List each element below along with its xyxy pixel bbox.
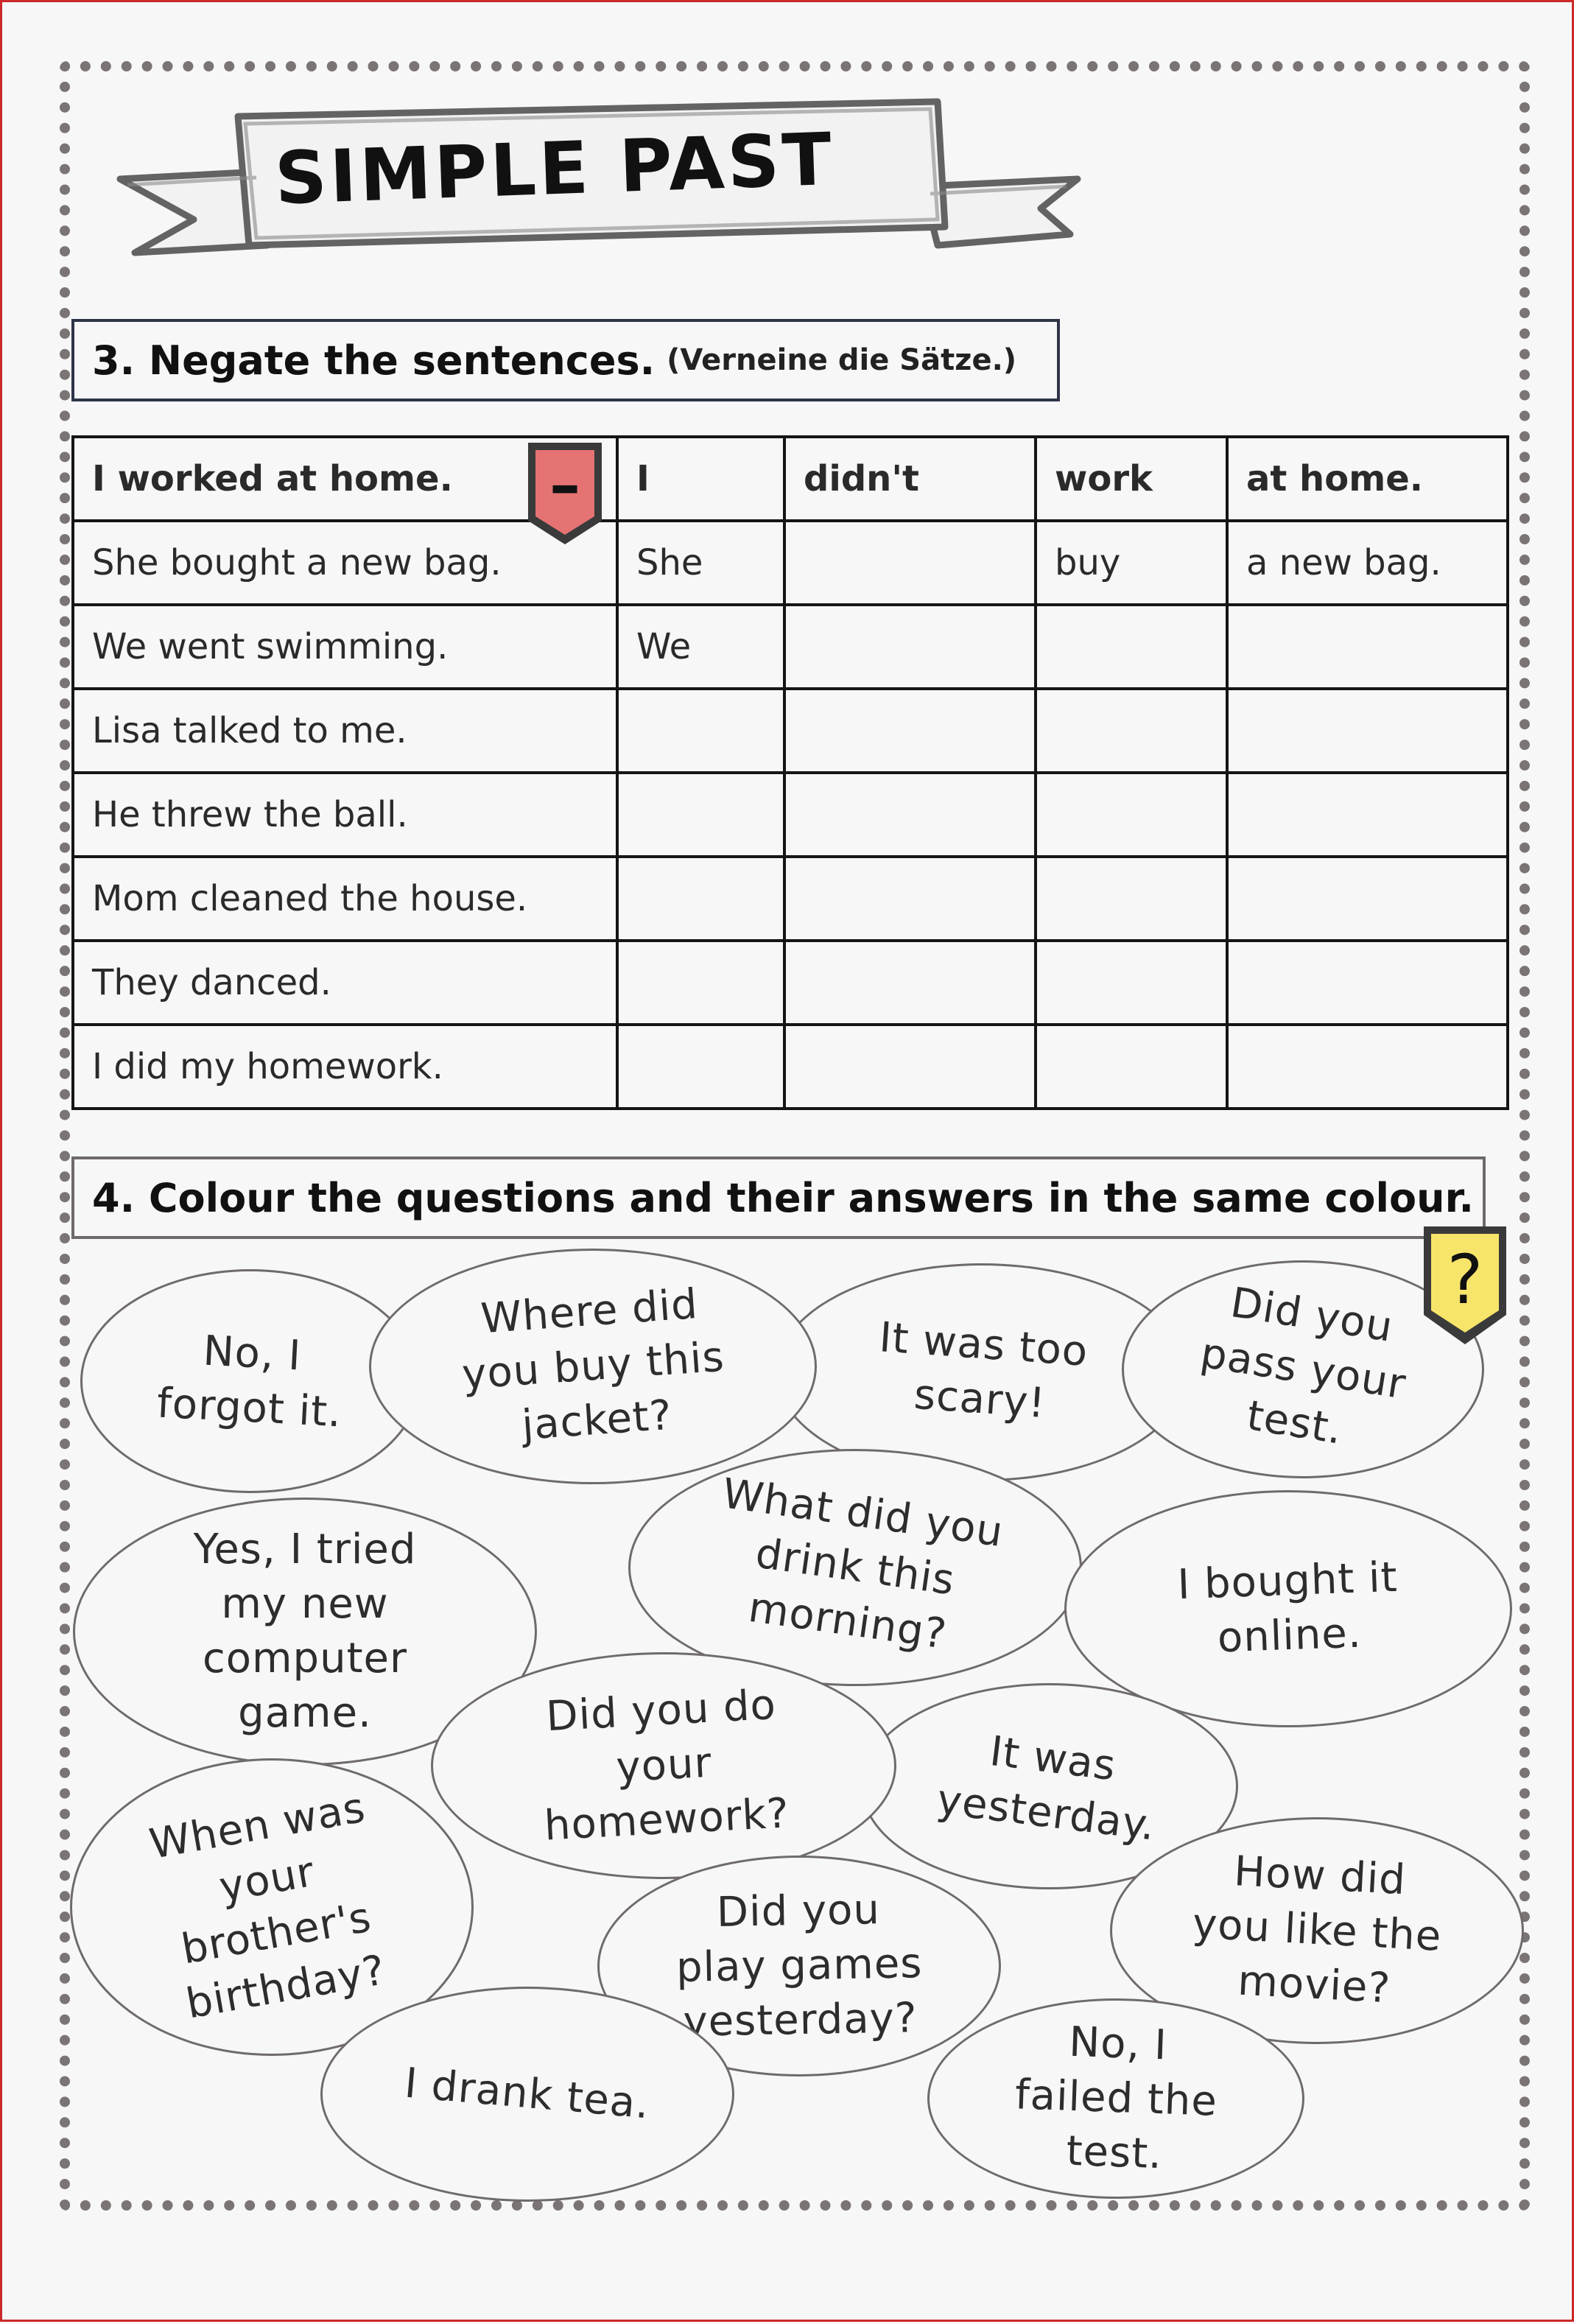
negation-cell[interactable]: didn't bbox=[784, 437, 1036, 521]
original-sentence-cell: They danced. bbox=[73, 941, 617, 1025]
rest-cell[interactable]: at home. bbox=[1227, 437, 1508, 521]
bubble-text: How did you like the movie? bbox=[1191, 1847, 1443, 2013]
bubble-text: What did you drink this morning? bbox=[719, 1470, 1007, 1659]
subject-cell[interactable]: She bbox=[617, 521, 784, 605]
original-sentence-cell: Lisa talked to me. bbox=[73, 689, 617, 773]
original-sentence-cell: Mom cleaned the house. bbox=[73, 857, 617, 941]
section-3-subheading: (Verneine die Sätze.) bbox=[667, 343, 1017, 377]
original-sentence-cell: We went swimming. bbox=[73, 605, 617, 689]
bubble-text: Where did you buy this jacket? bbox=[460, 1280, 726, 1450]
bubble-text: Did you pass your test. bbox=[1197, 1279, 1409, 1454]
original-sentence-cell: I worked at home. bbox=[73, 437, 617, 521]
bubble-text: It was too scary! bbox=[877, 1313, 1090, 1428]
bubble-answer[interactable] bbox=[80, 1269, 421, 1493]
bubble-text: Did you do your homework? bbox=[542, 1681, 790, 1850]
bubble-area bbox=[2, 2, 1574, 2324]
subject-cell[interactable]: I bbox=[617, 437, 784, 521]
bubble-answer[interactable] bbox=[1064, 1490, 1512, 1727]
rest-cell[interactable]: a new bag. bbox=[1227, 521, 1508, 605]
bubble-text: Yes, I tried my new computer game. bbox=[193, 1526, 417, 1737]
original-sentence-cell: She bought a new bag. bbox=[73, 521, 617, 605]
section-3-heading: 3. Negate the sentences. bbox=[92, 337, 656, 384]
bubble-question[interactable] bbox=[628, 1449, 1082, 1686]
bubble-text: No, I forgot it. bbox=[155, 1327, 343, 1437]
bubble-text: I bought it online. bbox=[1176, 1553, 1399, 1663]
page-title: SIMPLE PAST bbox=[273, 117, 836, 222]
question-bookmark-icon bbox=[1419, 1222, 1511, 1349]
bubble-text: When was your brother's birthday? bbox=[146, 1783, 390, 2029]
section-4-heading: 4. Colour the questions and their answers in the same colour. bbox=[92, 1174, 1475, 1221]
original-sentence-cell: He threw the ball. bbox=[73, 773, 617, 857]
bubble-answer[interactable] bbox=[320, 1987, 734, 2202]
bubble-text: It was yesterday. bbox=[934, 1727, 1159, 1850]
bubble-question[interactable] bbox=[369, 1249, 817, 1484]
bubble-question[interactable] bbox=[431, 1652, 896, 1879]
subject-cell[interactable]: We bbox=[617, 605, 784, 689]
question-tag-label: ? bbox=[1447, 1240, 1483, 1319]
bubble-answer[interactable] bbox=[927, 1998, 1304, 2199]
bubble-text: I drank tea. bbox=[403, 2059, 652, 2129]
verb-cell[interactable]: buy bbox=[1036, 521, 1227, 605]
verb-cell[interactable]: work bbox=[1036, 437, 1227, 521]
bubble-text: Did you play games yesterday? bbox=[675, 1886, 923, 2046]
bubble-text: No, I failed the test. bbox=[1013, 2018, 1218, 2179]
original-sentence-cell: I did my homework. bbox=[73, 1025, 617, 1109]
minus-tag-label: – bbox=[549, 449, 580, 521]
